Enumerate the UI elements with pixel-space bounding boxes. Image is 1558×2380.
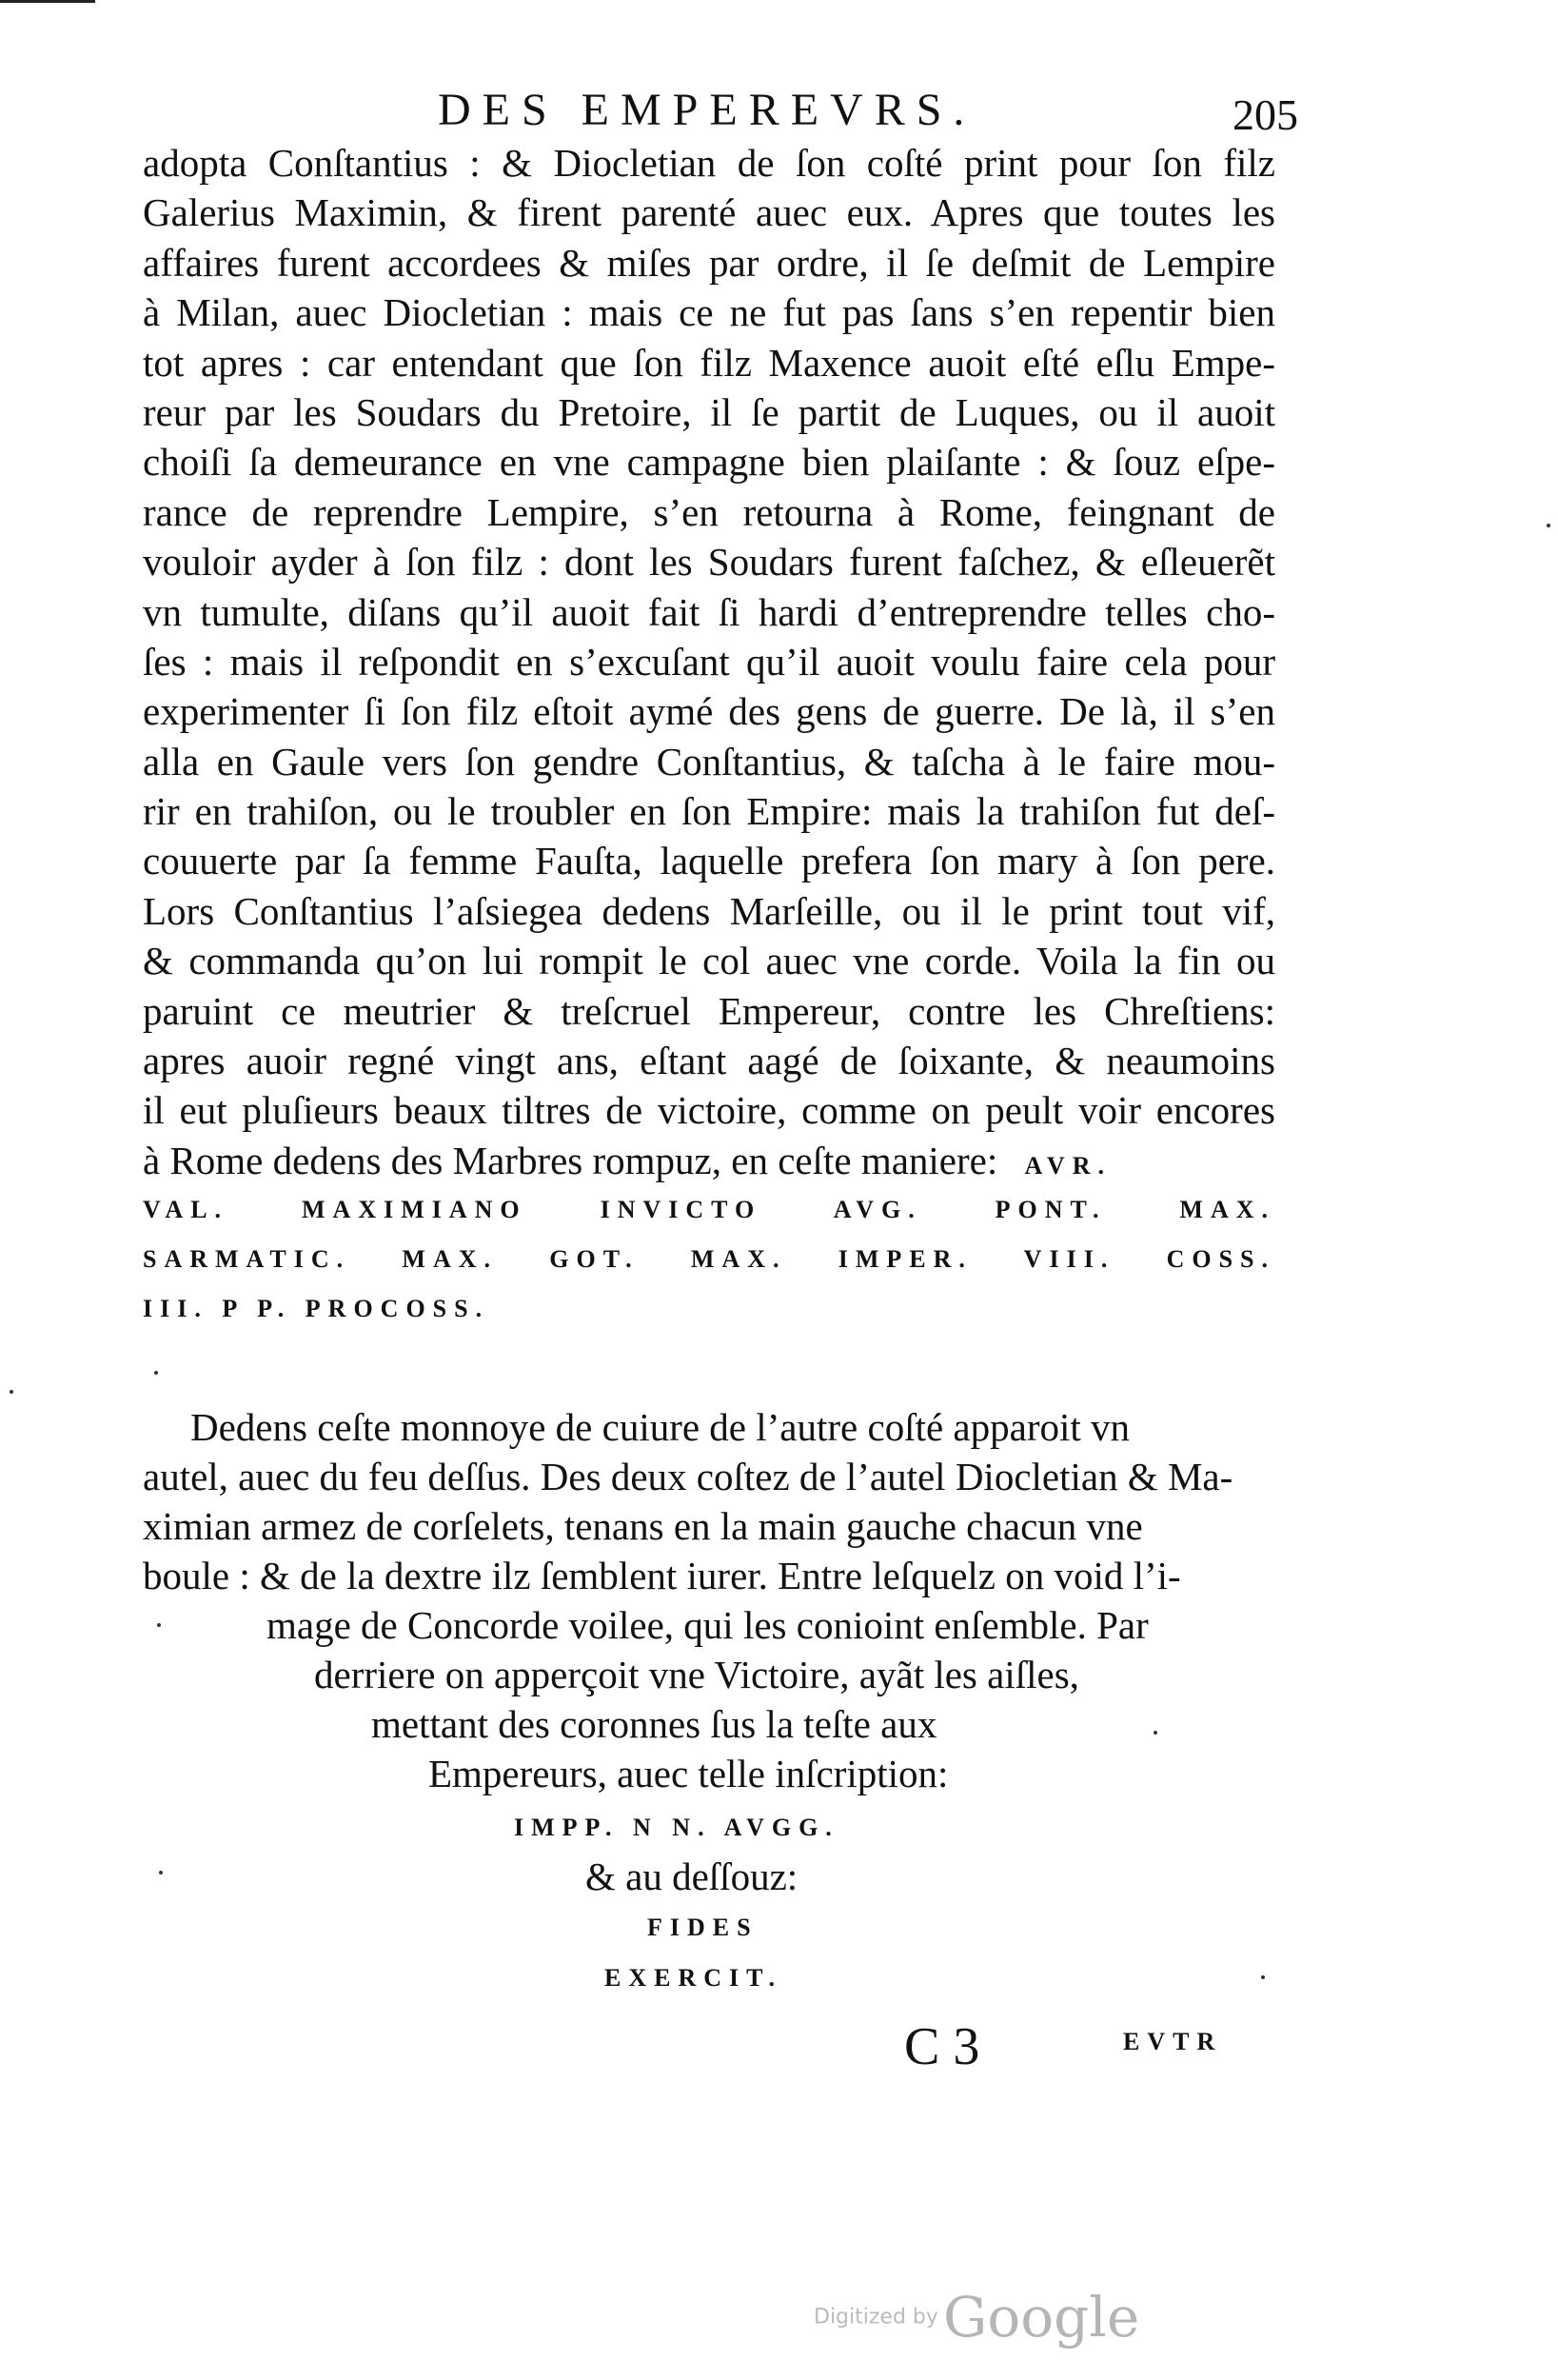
text-line: mage de Concorde voilee, qui les conioint enſemble. Par [266, 1603, 1149, 1647]
text-line: adopta Conſtantius : & Diocletian de ſon coſté print pour ſon filz [143, 141, 1275, 185]
inscription-line: VAL. MAXIMIANO INVICTO AVG. PONT. MAX. [143, 1196, 1275, 1224]
text-line: vn tumulte, diſans qu’il auoit fait ſi hardi d’entreprendre telles cho- [143, 589, 1275, 634]
text-line: & commanda qu’on lui rompit le col auec vne corde. Voila la fin ou [143, 939, 1275, 983]
ink-speck [159, 1871, 163, 1874]
text-line: reur par les Soudars du Pretoire, il ſe partit de Luques, ou il auoit [143, 389, 1275, 434]
running-title: DES EMPEREVRS. [438, 85, 976, 135]
text-line: vouloir ayder à ſon filz : dont les Soudars furent faſchez, & eſleuerẽt [143, 540, 1275, 585]
text-line: choiſi ſa demeurance en vne campagne bien plaiſante : & ſouz eſpe- [143, 440, 1275, 485]
text-line: couuerte par ſa femme Fauſta, laquelle prefera ſon mary à ſon pere. [143, 839, 1275, 883]
top-border-line [0, 0, 95, 3]
catchword: EVTR [1123, 2028, 1223, 2055]
text-line: ximian armez de corſelets, tenans en la main gauche chacun vne [143, 1504, 1143, 1548]
text-line: Lors Conſtantius l’aſsiegea dedens Marſeille, ou il le print tout vif, [143, 888, 1275, 933]
ink-speck [1261, 1975, 1265, 1979]
text-line: alla en Gaule vers ſon gendre Conſtantius, & taſcha à le faire mou- [143, 739, 1275, 783]
watermark-prefix: Digitized by [814, 2305, 938, 2330]
ink-speck [10, 1390, 13, 1394]
inscription-line: SARMATIC. MAX. GOT. MAX. IMPER. VIII. COSS. [143, 1245, 1275, 1274]
text-line: mettant des coronnes ſus la teſte aux [371, 1702, 937, 1746]
last-line-text: à Rome dedens des Marbres rompuz, en ceſte maniere: [143, 1138, 998, 1182]
text-line: Dedens ceſte monnoye de cuiure de l’autre coſté apparoit vn [190, 1405, 1131, 1449]
ink-speck [157, 1623, 161, 1627]
ink-speck [1547, 524, 1550, 527]
text-line: derriere on apperçoit vne Victoire, ayãt les aiſles, [314, 1653, 1079, 1696]
text-line: il eut pluſieurs beaux tiltres de victoire, comme on peult voir encores [143, 1088, 1275, 1133]
text-line: Galerius Maximin, & firent parenté auec eux. Apres que toutes les [143, 190, 1275, 235]
page-header [143, 84, 1475, 141]
text-line-with-caps [143, 1136, 1275, 1185]
inscription-line: III. P P. PROCOSS. [143, 1295, 490, 1323]
text-line: paruint ce meutrier & treſcruel Empereur, contre les Chreſtiens: [143, 988, 1275, 1033]
text-line: boule : & de la dextre ilz ſemblent iurer. Entre leſquelz on void l’i- [143, 1554, 1181, 1597]
text-line: rance de reprendre Lempire, s’en retourna à Rome, feingnant de [143, 489, 1275, 534]
text-line: autel, auec du feu deſſus. Des deux coſtez de l’autel Diocletian & Ma- [143, 1455, 1233, 1498]
coin-legend: FIDES [647, 1914, 759, 1941]
digitized-watermark [814, 2285, 1139, 2350]
text-line: tot apres : car entendant que ſon filz Maxence auoit eſté eſlu Empe- [143, 340, 1275, 385]
text-line: experimenter ſi ſon filz eſtoit aymé des gens de guerre. De là, il s’en [143, 689, 1275, 734]
ink-speck [154, 1371, 158, 1375]
text-line: & au deſſouz: [585, 1854, 799, 1898]
signature-mark: C 3 [904, 2017, 980, 2076]
coin-legend: EXERCIT. [604, 1964, 783, 1992]
ink-speck [1154, 1731, 1157, 1735]
text-line: apres auoir regné vingt ans, eſtant aagé de ſoixante, & neaumoins [143, 1039, 1275, 1083]
main-text [143, 138, 1275, 1334]
text-line: à Milan, auec Diocletian : mais ce ne fut pas ſans s’en repentir bien [143, 290, 1275, 335]
text-line: rir en trahiſon, ou le troubler en ſon Empire: mais la trahiſon fut deſ- [143, 789, 1275, 834]
text-line: Empereurs, auec telle inſcription: [428, 1752, 949, 1795]
last-line-caps: AVR. [1024, 1151, 1112, 1180]
google-logo: Google [943, 2285, 1140, 2350]
page-number: 205 [1233, 90, 1298, 139]
text-line: affaires furent accordees & miſes par ordre, il ſe deſmit de Lempire [143, 240, 1275, 285]
coin-legend: IMPP. N N. AVGG. [514, 1814, 839, 1841]
text-line: ſes : mais il reſpondit en s’excuſant qu’il auoit voulu faire cela pour [143, 639, 1275, 684]
